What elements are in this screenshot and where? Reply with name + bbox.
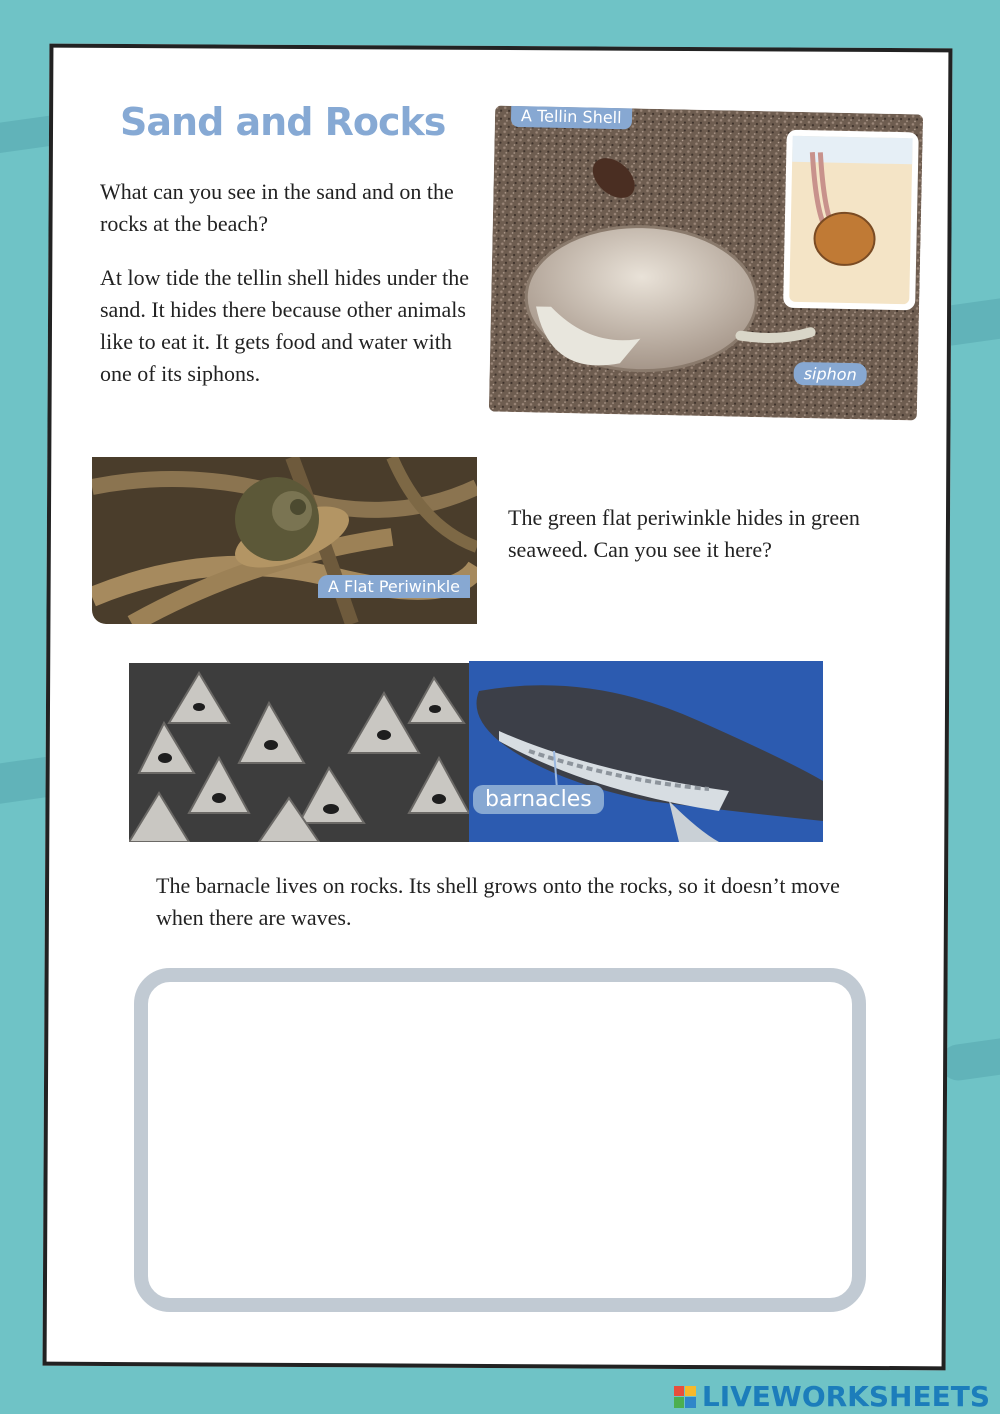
tellin-paragraph: At low tide the tellin shell hides under the sand. It hides there because other animals like to eat it. It gets food and water with one of its siphons. <box>100 265 470 386</box>
periwinkle-label: A Flat Periwinkle <box>318 575 470 598</box>
whale-photo <box>469 661 823 842</box>
barnacle-rocks-image <box>129 663 469 842</box>
tellin-shell-photo <box>489 106 923 421</box>
answer-box[interactable] <box>134 968 866 1312</box>
liveworksheets-logo-icon <box>674 1386 696 1408</box>
siphon-label: siphon <box>793 362 866 387</box>
tellin-shell-label: A Tellin Shell <box>511 106 632 130</box>
periwinkle-photo <box>92 457 477 624</box>
footer-brand <box>674 1380 990 1413</box>
footer-brand-text: LIVEWORKSHEETS <box>701 1380 990 1413</box>
barnacles-label: barnacles <box>473 785 604 814</box>
intro-question: What can you see in the sand and on the rocks at the beach? <box>100 179 454 236</box>
whale-image <box>469 661 823 842</box>
periwinkle-paragraph: The green flat periwinkle hides in green seaweed. Can you see it here? <box>508 505 860 562</box>
periwinkle-image <box>92 457 477 624</box>
background-streak <box>938 1033 1000 1083</box>
barnacle-paragraph: The barnacle lives on rocks. Its shell grows onto the rocks, so it doesn’t move when there are waves. <box>156 873 840 930</box>
page-title: Sand and Rocks <box>120 100 446 144</box>
barnacle-rocks-photo <box>129 663 469 842</box>
